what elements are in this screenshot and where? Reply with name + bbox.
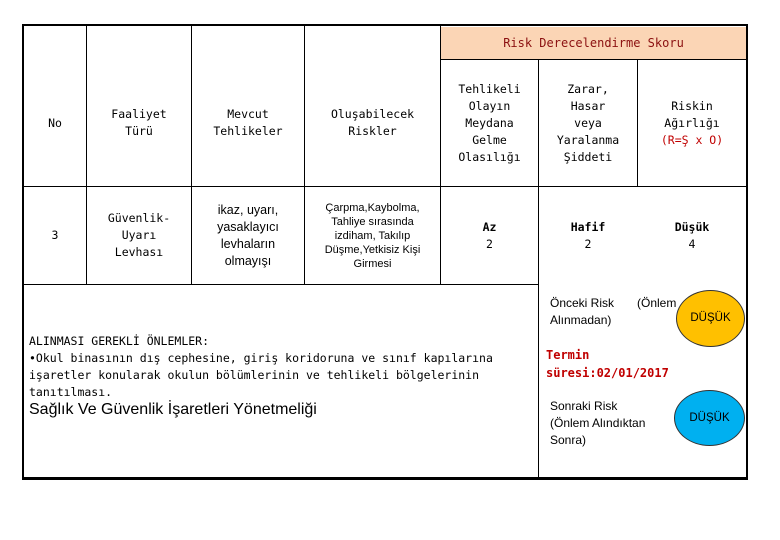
previous-risk-badge [676,290,745,347]
header-risk-magnitude [638,60,746,186]
measures-title: ALINMASI GEREKLİ ÖNLEMLER: [29,334,210,348]
next-risk-label: Sonraki Risk (Önlem Alındıktan Sonra) [550,399,646,447]
next-risk-badge-text: DÜŞÜK [689,412,730,424]
severity-value: 2 [584,236,592,251]
risk-formula: (R=Ş x O) [660,132,724,147]
row-severity [539,187,637,284]
probability-label: Az [482,219,497,234]
measures-block [29,333,534,401]
previous-risk-label: Önceki Risk Alınmadan) [550,296,615,327]
deadline-label: Termin [546,348,590,362]
header-severity: Zarar, Hasar veya Yaralanma Şiddeti [556,81,620,164]
next-risk-badge [674,390,745,446]
row-divider [24,284,539,285]
risk-value: 4 [688,236,696,251]
row-activity-type: Güvenlik- Uyarı Levhası [107,211,171,259]
row-risk-magnitude [638,187,746,284]
header-activity-type: Faaliyet Türü [111,107,167,138]
risk-rating-title: Risk Derecelendirme Skoru [503,36,684,50]
deadline [546,346,669,382]
regulation-title: Sağlık Ve Güvenlik İşaretleri Yönetmeliği [29,401,317,418]
risk-magnitude-label: Riskin Ağırlığı [664,98,720,130]
measures-item: •Okul binasının dış cephesine, giriş koridoruna ve sınıf kapılarına işaretler konularak okulun bölümlerinin ve tehlikeli bölgelerinin tanıtılması. [29,351,493,399]
previous-risk-badge-text: DÜŞÜK [690,311,731,324]
risk-label: Düşük [674,219,710,234]
previous-risk-suffix: (Önlem [637,296,677,310]
row-probability [441,187,538,284]
header-possible-risks: Oluşabilecek Riskler [330,107,415,138]
probability-value: 2 [486,236,493,251]
deadline-value: süresi:02/01/2017 [546,366,669,380]
row-existing-hazards: ikaz, uyarı, yasaklayıcı levhaların olmayışı [217,202,279,268]
row-possible-risks: Çarpma,Kaybolma, Tahliye sırasında izdiham, Takılıp Düşme,Yetkisiz Kişi Girmesi [324,201,421,270]
severity-label: Hafif [570,219,606,234]
header-probability: Tehlikeli Olayın Meydana Gelme Olasılığı [458,81,521,164]
header-no: No [48,115,62,130]
header-existing-hazards: Mevcut Tehlikeler [213,107,283,138]
row-no: 3 [51,228,59,242]
